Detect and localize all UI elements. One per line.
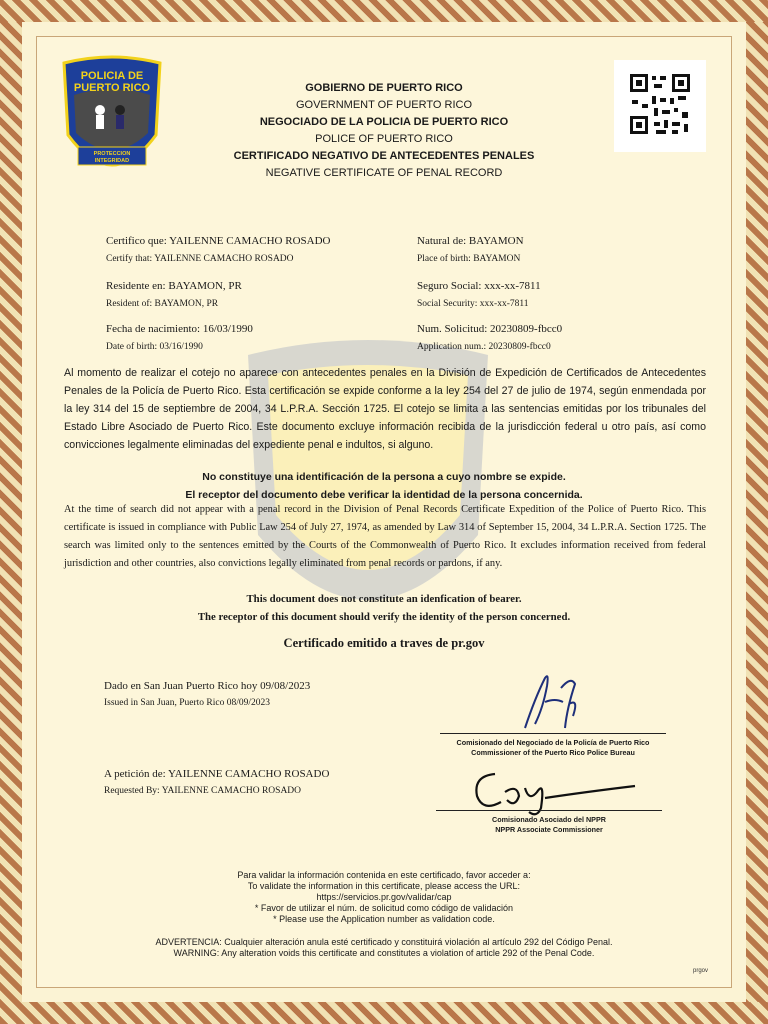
warning-es: ADVERTENCIA: Cualquier alteración anula esté certificado y constituirá violación al artículo 292 del Código Penal. xyxy=(155,937,613,947)
field-resident xyxy=(106,279,242,311)
appnum-es: Num. Solicitud: 20230809-fbcc0 xyxy=(417,323,563,335)
ssn-en: Social Security: xxx-xx-7811 xyxy=(417,299,529,309)
footer-line2: To validate the information in this certificate, please access the URL: xyxy=(247,881,521,891)
svg-text:PROTECCION: PROTECCION xyxy=(93,151,131,157)
appnum-en: Application num.: 20230809-fbcc0 xyxy=(417,342,551,352)
notice-en-line1: This document does not constitute an idenfication of bearer. xyxy=(246,593,522,605)
field-application-number xyxy=(417,322,562,354)
header-bureau-en: POLICE OF PUERTO RICO xyxy=(315,133,453,145)
svg-text:INTEGRIDAD: INTEGRIDAD xyxy=(94,158,130,164)
field-birthplace xyxy=(417,234,524,266)
field-dob xyxy=(106,322,253,354)
given-es: Dado en San Juan Puerto Rico hoy 09/08/2023 xyxy=(104,680,311,692)
signature-line-1 xyxy=(440,733,666,734)
field-ssn xyxy=(417,279,541,311)
certify-es: Certifico que: YAILENNE CAMACHO ROSADO xyxy=(106,235,331,247)
notice-en xyxy=(0,590,768,626)
header-title-es: CERTIFICADO NEGATIVO DE ANTECEDENTES PENALES xyxy=(233,150,535,162)
signature-line-2 xyxy=(436,810,662,811)
warning-notice xyxy=(0,937,768,959)
header-bureau-es: NEGOCIADO DE LA POLICIA DE PUERTO RICO xyxy=(259,116,509,128)
sig2-en: NPPR Associate Commissioner xyxy=(495,824,603,834)
signature-commissioner-icon xyxy=(505,668,595,736)
footer-line5: * Please use the Application number as validation code. xyxy=(273,914,495,924)
notice-es xyxy=(0,468,768,504)
birthplace-es: Natural de: BAYAMON xyxy=(417,235,524,247)
field-certify xyxy=(106,234,330,266)
body-paragraph-es: Al momento de realizar el cotejo no aparece con antecedentes penales en la División de Expedición de Certificados de Antecedentes Penales de la Policía de Puerto Rico. Esta certificación se expide conforme a la ley 254 del 27 de julio de 1974, según enmendada por la ley 314 del 15 de septiembre de 2004, 34 L.P.R.A. Sección 1725. El cotejo se limita a las sentencias emitidas por los tribunales del Estado Libre Asociado de Puerto Rico. Este documento excluye información recibida de la jurisdicción federal u otro país, así como convicciones legalmente eliminadas del expediente penal e indultos, si alguno. xyxy=(64,367,706,451)
given-en: Issued in San Juan, Puerto Rico 08/09/2023 xyxy=(104,698,270,708)
issued-via: Certificado emitido a traves de pr.gov xyxy=(283,636,485,650)
signature-caption-2 xyxy=(436,815,662,834)
notice-en-line2: The receptor of this document should verify the identity of the person concerned. xyxy=(197,611,571,623)
certify-en: Certify that: YAILENNE CAMACHO ROSADO xyxy=(106,254,294,264)
footer-line1: Para validar la información contenida en este certificado, favor acceder a: xyxy=(237,870,531,880)
sig1-en: Commissioner of the Puerto Rico Police Bureau xyxy=(471,747,635,757)
notice-es-line1: No constituye una identificación de la persona a cuyo nombre se expide. xyxy=(202,471,566,483)
notice-es-line2: El receptor del documento debe verificar la identidad de la persona concernida. xyxy=(185,489,583,501)
header-title-en: NEGATIVE CERTIFICATE OF PENAL RECORD xyxy=(265,167,503,179)
svg-text:POLICIA DE: POLICIA DE xyxy=(80,70,144,82)
validation-url-link[interactable]: https://servicios.pr.gov/validar/cap xyxy=(316,892,452,902)
dob-en: Date of birth: 03/16/1990 xyxy=(106,342,203,352)
resident-es: Residente en: BAYAMON, PR xyxy=(106,280,242,292)
header-gov-en: GOVERNMENT OF PUERTO RICO xyxy=(295,99,473,111)
signature-caption-1 xyxy=(440,738,666,757)
warning-en: WARNING: Any alteration voids this certificate and constitutes a violation of article 292 of the Penal Code. xyxy=(173,948,595,958)
sig2-es: Comisionado Asociado del NPPR xyxy=(492,815,606,824)
birthplace-en: Place of birth: BAYAMON xyxy=(417,254,521,264)
request-en: Requested By: YAILENNE CAMACHO ROSADO xyxy=(104,786,302,796)
resident-en: Resident of: BAYAMON, PR xyxy=(106,299,219,309)
validation-instructions xyxy=(0,870,768,925)
footer-tag: prgov xyxy=(692,968,708,974)
document-header xyxy=(0,80,768,182)
dob-es: Fecha de nacimiento: 16/03/1990 xyxy=(106,323,253,335)
sig1-es: Comisionado del Negociado de la Policía de Puerto Rico xyxy=(456,738,650,747)
footer-line4: * Favor de utilizar el núm. de solicitud como código de validación xyxy=(254,903,514,913)
header-gov-es: GOBIERNO DE PUERTO RICO xyxy=(305,82,463,94)
ssn-es: Seguro Social: xxx-xx-7811 xyxy=(417,280,541,292)
request-es: A petición de: YAILENNE CAMACHO ROSADO xyxy=(104,768,330,780)
svg-text:PUERTO RICO: PUERTO RICO xyxy=(73,82,151,94)
body-paragraph-en: At the time of search did not appear with a penal record in the Division of Penal Records Certificate Expedition of the Police of Puerto Rico. This certificate is issued in compliance with Public Law 254 of July 27, 1974, as amended by Law 314 of September 15, 2004, 34 L.P.R.A. Section 1725. The search was limited only to the sentences emitted by the Courts of the Commonwealth of Puerto Rico. It excludes information received from federal jurisdiction and other countries, also convictions legally eliminated from penal records or pardons, if any. xyxy=(64,504,706,569)
